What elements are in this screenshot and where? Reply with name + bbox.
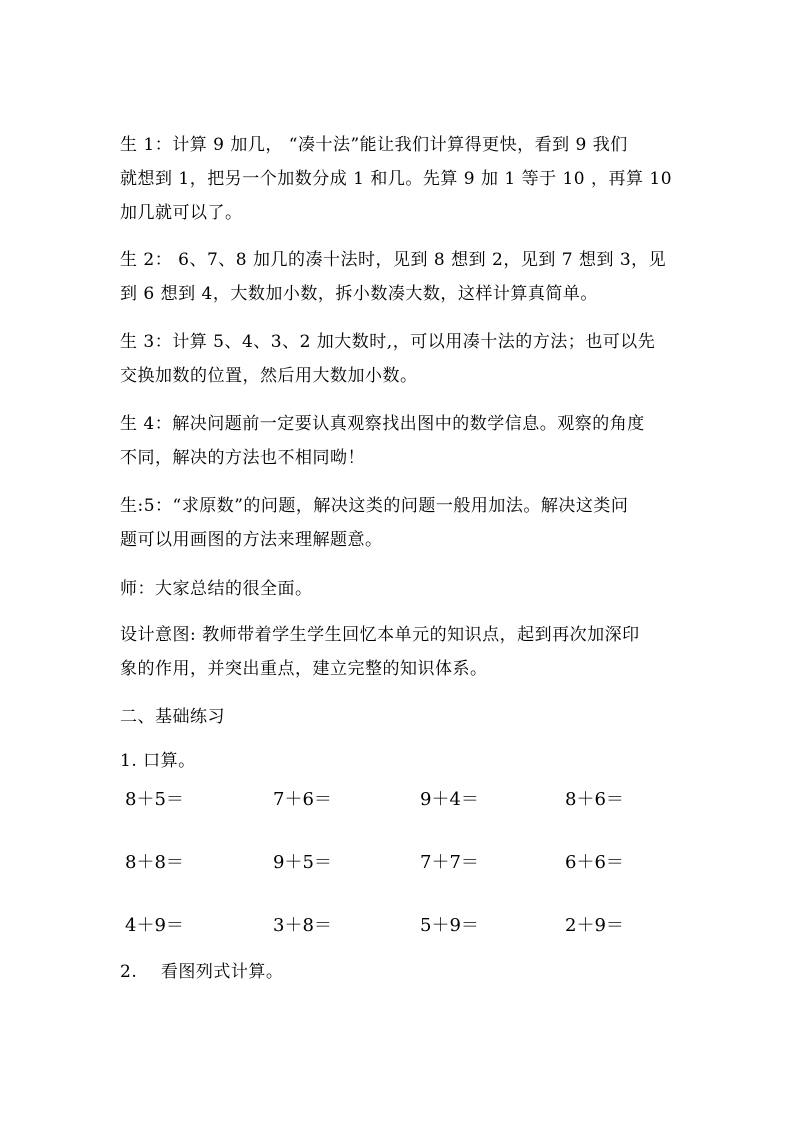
text-line: 象的作用，并突出重点，建立完整的知识体系。 [120, 659, 488, 679]
math-problem: 6＋6＝ [565, 852, 624, 873]
math-problem: 8＋5＝ [125, 789, 184, 810]
mental-math-row [125, 785, 685, 848]
text-line: 师：大家总结的很全面。 [120, 579, 313, 599]
math-problem: 7＋6＝ [273, 789, 332, 810]
design-intent [120, 618, 680, 686]
student-2-remark [120, 243, 680, 311]
exercise-1-heading [120, 744, 680, 778]
text-line: 到 6 想到 4，大数加小数，拆小数凑大数，这样计算真简单。 [120, 284, 598, 304]
text-line: 生 1：计算 9 加几， “凑十法”能让我们计算得更快，看到 9 我们 [120, 135, 628, 155]
math-problem: 5＋9＝ [420, 915, 479, 936]
exercise-2-heading [120, 955, 680, 989]
text-line: 加几就可以了。 [120, 203, 243, 223]
mental-math-row [125, 848, 685, 911]
mental-math-grid [125, 785, 685, 974]
math-problem: 2＋9＝ [565, 915, 624, 936]
text-line: 设计意图: 教师带着学生学生回忆本单元的知识点，起到再次加深印 [120, 625, 640, 645]
text-line: 生:5：“求原数”的问题，解决这类的问题一般用加法。解决这类问 [120, 496, 629, 516]
student-1-remark [120, 128, 680, 230]
student-5-remark [120, 489, 680, 557]
student-3-remark [120, 325, 680, 393]
text-line: 就想到 1，把另一个加数分成 1 和几。先算 9 加 1 等于 10 ，再算 10 [120, 169, 673, 189]
math-problem: 8＋6＝ [565, 789, 624, 810]
math-problem: 4＋9＝ [125, 915, 184, 936]
math-problem: 8＋8＝ [125, 852, 184, 873]
text-line: 生 4：解决问题前一定要认真观察找出图中的数学信息。观察的角度 [120, 414, 645, 434]
math-problem: 7＋7＝ [420, 852, 479, 873]
text-line: 不同，解决的方法也不相同呦！ [120, 448, 365, 468]
section-heading: 二、基础练习 [120, 707, 225, 727]
text-line: 交换加数的位置，然后用大数加小数。 [120, 366, 418, 386]
math-problem: 9＋5＝ [273, 852, 332, 873]
math-problem: 3＋8＝ [273, 915, 332, 936]
text-line: 生 3：计算 5、4、3、2 加大数时,，可以用凑十法的方法；也可以先 [120, 332, 656, 352]
math-problem: 9＋4＝ [420, 789, 479, 810]
text-line: 生 2： 6、7、8 加几的凑十法时，见到 8 想到 2，见到 7 想到 3，见 [120, 250, 667, 270]
text-line: 题可以用画图的方法来理解题意。 [120, 530, 383, 550]
student-4-remark [120, 407, 680, 475]
exercise-heading: 1. 口算。 [120, 751, 196, 771]
teacher-remark [120, 572, 680, 606]
exercise-heading: 2. 看图列式计算。 [120, 962, 284, 982]
section-heading-basic-practice [120, 700, 680, 734]
